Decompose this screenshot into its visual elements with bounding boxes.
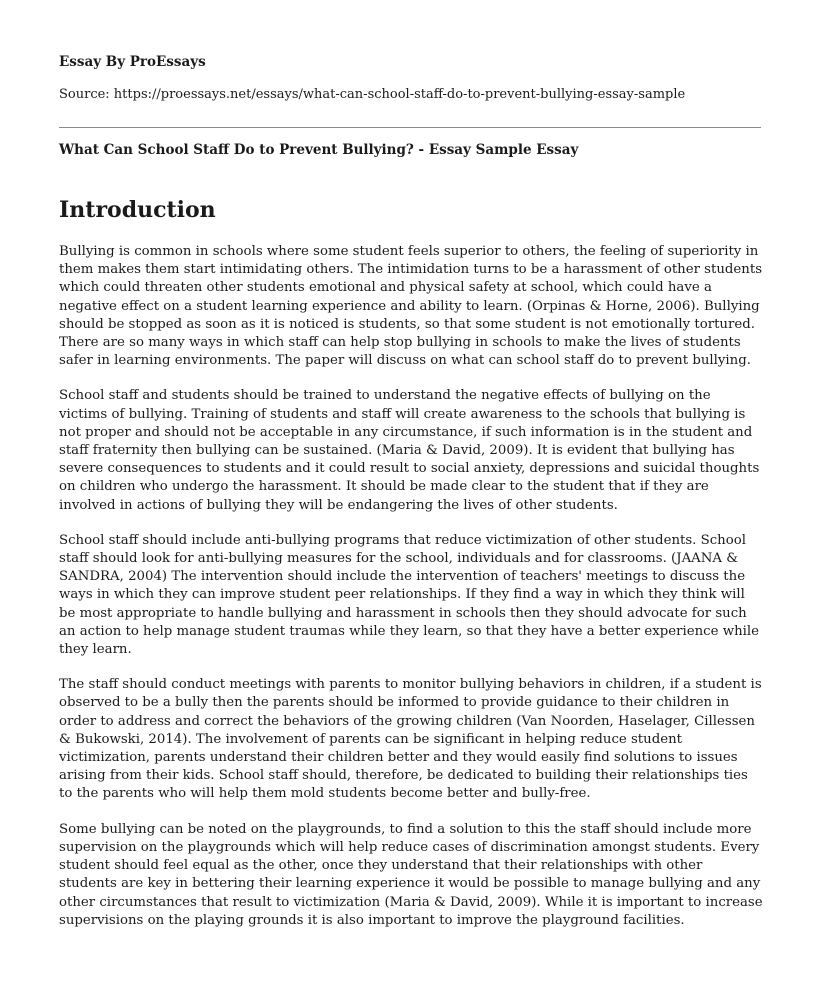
paragraph: Bullying is common in schools where some student feels superior to others, the feeling of superiority in them makes them start intimidating others. The intimidation turns to be a harassment of other students which could threaten other students emotional and physical safety at school, which could have a negative effect on a student learning experience and ability to learn. (Orpinas & Horne, 2006). Bullying should be stopped as soon as it is noticed is students, so that some student is not emotionally tortured. There are so many ways in which staff can help stop bullying in schools to make the lives of students safer in learning environments. The paper will discuss on what can school staff do to prevent bullying. <box>59 244 763 369</box>
essay-title: What Can School Staff Do to Prevent Bullying? - Essay Sample Essay <box>59 142 579 158</box>
essay-body <box>59 243 763 947</box>
essay-byline: Essay By ProEssays <box>59 54 206 70</box>
paragraph: School staff and students should be trained to understand the negative effects of bullying on the victims of bullying. Training of students and staff will create awareness to the schools that bullying is not proper and should not be acceptable in any circumstance, if such information is in the student and staff fraternity then bullying can be sustained. (Maria & David, 2009). It is evident that bullying has severe consequences to students and it could result to social anxiety, depressions and suicidal thoughts on children who undergo the harassment. It should be made clear to the student that if they are involved in actions of bullying they will be endangering the lives of other students. <box>59 388 760 513</box>
paragraph: School staff should include anti-bullying programs that reduce victimization of other students. School staff should look for anti-bullying measures for the school, individuals and for classrooms. (JAANA & SANDRA, 2004) The intervention should include the intervention of teachers' meetings to discuss the ways in which they can improve student peer relationships. If they find a way in which they think will be most appropriate to handle bullying and harassment in schools then they should advocate for such an action to help manage student traumas while they learn, so that they have a better experience while they learn. <box>59 532 760 658</box>
section-heading: Introduction <box>59 197 216 223</box>
paragraph: Some bullying can be noted on the playgrounds, to find a solution to this the staff should include more supervision on the playgrounds which will help reduce cases of discrimination amongst students. Every student should feel equal as the other, once they understand that their relationships with other students are key in bettering their learning experience it would be possible to manage bullying and any other circumstances that result to victimization (Maria & David, 2009). While it is important to increase supervisions on the playing grounds it is also important to improve the playground facilities. <box>59 821 763 928</box>
source-line: Source: https://proessays.net/essays/what-can-school-staff-do-to-prevent-bullying-essay-sample <box>59 87 686 102</box>
header-divider <box>59 127 761 128</box>
paragraph: The staff should conduct meetings with parents to monitor bullying behaviors in children, if a student is observed to be a bully then the parents should be informed to provide guidance to their children in order to address and correct the behaviors of the growing children (Van Noorden, Haselager, Cillessen & Bukowski, 2014). The involvement of parents can be significant in helping reduce student victimization, parents understand their children better and they would easily find solutions to issues arising from their kids. School staff should, therefore, be dedicated to building their relationships ties to the parents who will help them mold students become better and bully-free. <box>59 677 762 802</box>
